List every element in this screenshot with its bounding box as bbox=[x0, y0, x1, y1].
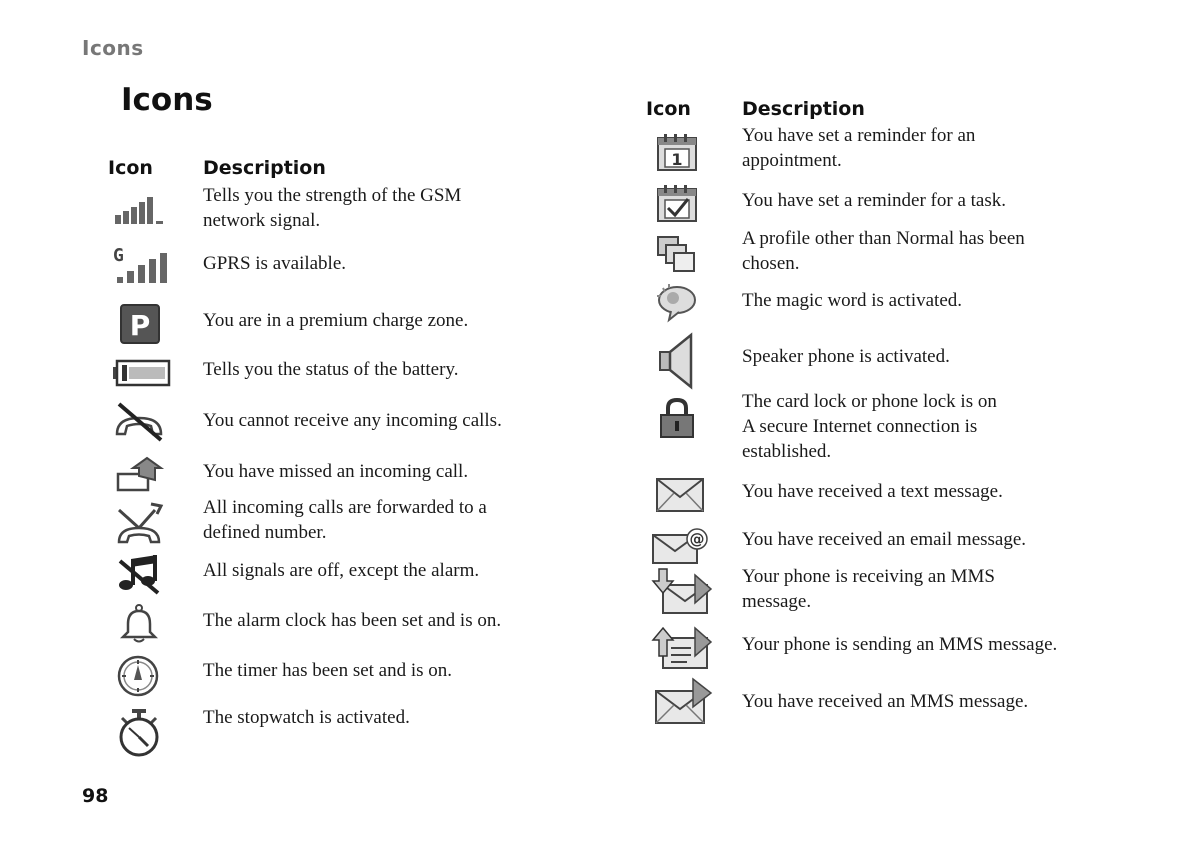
call-forward-icon bbox=[115, 500, 165, 544]
right-row-10-description: Your phone is sending an MMS message. bbox=[742, 634, 1058, 655]
speaker-icon bbox=[657, 332, 697, 390]
left-row-1-description: Tells you the strength of the GSM network signal. bbox=[203, 185, 462, 231]
mms-sending-icon bbox=[651, 626, 713, 672]
silent-mode-icon bbox=[116, 553, 162, 595]
left-row-3-description: You are in a premium charge zone. bbox=[203, 310, 469, 331]
email-message-icon bbox=[651, 527, 709, 565]
right-icon-header: Icon bbox=[646, 98, 691, 120]
right-row-3-description: A profile other than Normal has been chosen. bbox=[742, 228, 1025, 274]
left-row-4-description: Tells you the status of the battery. bbox=[203, 359, 459, 380]
right-row-4-description: The magic word is activated. bbox=[742, 290, 963, 311]
calendar-appointment-icon bbox=[655, 132, 699, 172]
magic-word-icon bbox=[655, 282, 699, 324]
right-row-11-description: You have received an MMS message. bbox=[742, 691, 1029, 712]
page-number: 98 bbox=[82, 785, 109, 807]
page-title: Icons bbox=[121, 82, 213, 118]
profile-icon bbox=[656, 235, 698, 275]
right-row-5-description: Speaker phone is activated. bbox=[742, 346, 950, 367]
left-icon-header: Icon bbox=[108, 157, 153, 179]
svg-text:P: P bbox=[129, 309, 151, 342]
left-row-10-description: The timer has been set and is on. bbox=[203, 660, 453, 681]
signal-strength-icon bbox=[113, 195, 165, 227]
left-row-9-description: The alarm clock has been set and is on. bbox=[203, 610, 502, 631]
battery-icon bbox=[113, 359, 171, 387]
right-row-6-description: The card lock or phone lock is on A secure Internet connection is established. bbox=[742, 391, 997, 462]
alarm-bell-icon bbox=[120, 604, 158, 644]
svg-text:@: @ bbox=[689, 530, 705, 548]
left-row-6-description: You have missed an incoming call. bbox=[203, 461, 469, 482]
left-row-2-description: GPRS is available. bbox=[203, 253, 347, 274]
no-incoming-calls-icon bbox=[113, 400, 167, 442]
left-row-7-description: All incoming calls are forwarded to a defined number. bbox=[203, 497, 487, 543]
right-description-header: Description bbox=[742, 98, 865, 120]
mms-received-icon bbox=[653, 677, 713, 725]
calendar-task-icon bbox=[655, 183, 699, 223]
right-row-9-description: Your phone is receiving an MMS message. bbox=[742, 566, 995, 612]
premium-charge-icon bbox=[120, 304, 160, 344]
section-label: Icons bbox=[82, 36, 144, 60]
right-row-8-description: You have received an email message. bbox=[742, 529, 1027, 550]
left-row-11-description: The stopwatch is activated. bbox=[203, 707, 410, 728]
left-row-8-description: All signals are off, except the alarm. bbox=[203, 560, 480, 581]
right-row-2-description: You have set a reminder for a task. bbox=[742, 190, 1006, 211]
left-description-header: Description bbox=[203, 157, 326, 179]
timer-icon bbox=[116, 654, 160, 698]
right-row-7-description: You have received a text message. bbox=[742, 481, 1003, 502]
right-row-1-description: You have set a reminder for an appointment. bbox=[742, 125, 976, 171]
stopwatch-icon bbox=[116, 708, 162, 758]
svg-text:1: 1 bbox=[671, 150, 683, 169]
text-message-icon bbox=[655, 477, 705, 513]
gprs-signal-icon bbox=[113, 243, 173, 285]
left-row-5-description: You cannot receive any incoming calls. bbox=[203, 410, 502, 431]
mms-receiving-icon bbox=[651, 567, 713, 615]
padlock-icon bbox=[658, 397, 696, 439]
missed-call-icon bbox=[115, 456, 165, 494]
svg-text:G: G bbox=[113, 245, 124, 266]
